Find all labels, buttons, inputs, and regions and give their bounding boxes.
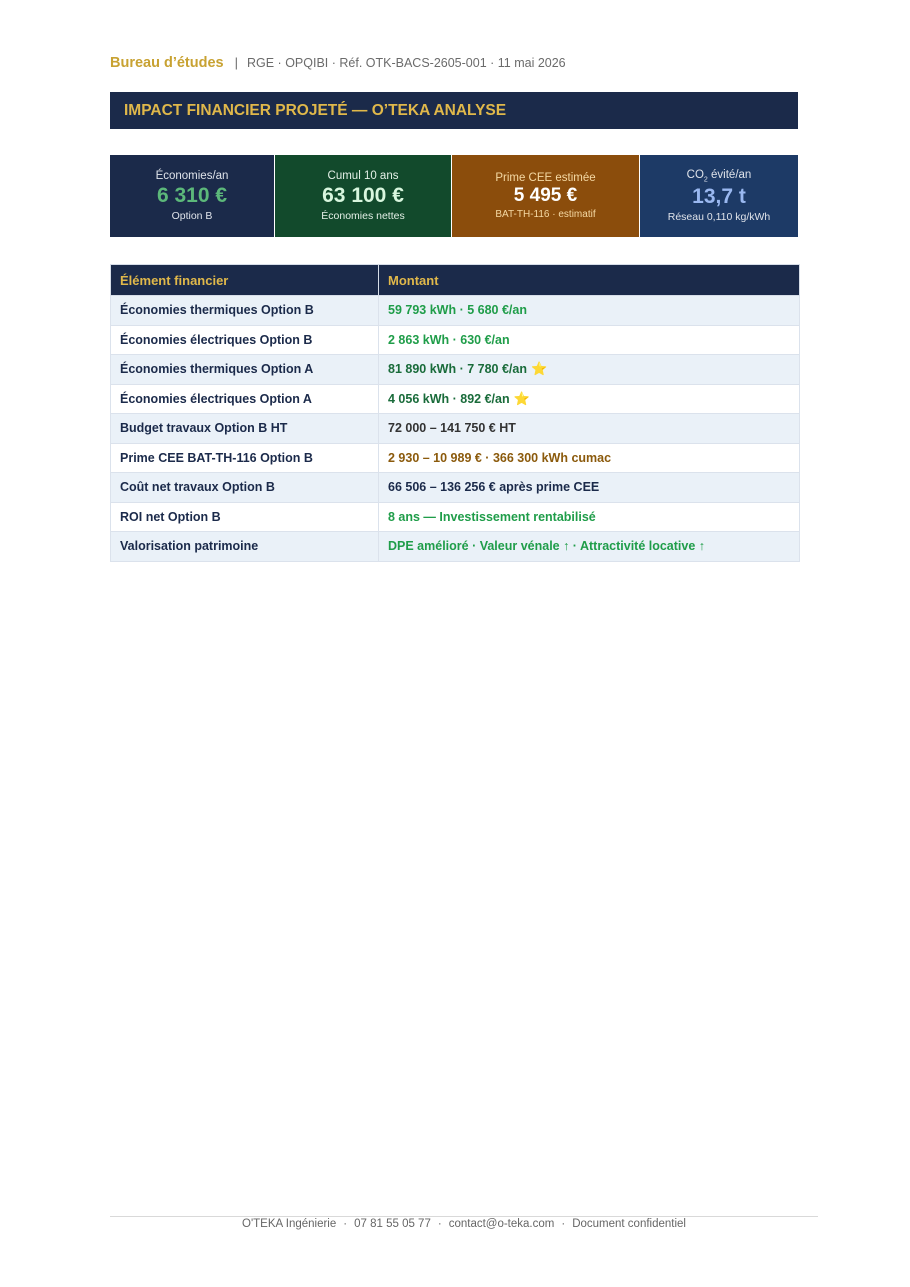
table-row	[111, 355, 800, 385]
star-icon: ⭐	[513, 390, 530, 406]
footer-dot: ·	[437, 1218, 442, 1230]
row-value: 2 863 kWh · 630 €/an	[388, 332, 510, 347]
footer-phone: 07 81 55 05 77	[354, 1218, 431, 1230]
kpi-ten-year-total	[274, 155, 451, 237]
row-value: 66 506 – 136 256 € après prime CEE	[388, 480, 600, 495]
kpi-co2-avoided	[639, 155, 798, 237]
kpi-subtext: Option B	[171, 210, 213, 223]
row-label: Économies électriques Option B	[111, 325, 379, 355]
table-header-row	[111, 265, 800, 296]
row-value-cell	[379, 325, 800, 355]
row-value: 2 930 – 10 989 € · 366 300 kWh cumac	[388, 450, 612, 465]
kpi-label: Prime CEE estimée	[495, 171, 596, 184]
kpi-subtext: Économies nettes	[321, 210, 405, 223]
row-value-cell	[379, 414, 800, 444]
table-row	[111, 296, 800, 326]
row-value-cell	[379, 296, 800, 326]
row-value-cell	[379, 502, 800, 532]
row-value-cell	[379, 532, 800, 562]
footer-dot: ·	[343, 1218, 348, 1230]
row-value: 81 890 kWh · 7 780 €/an	[388, 362, 527, 377]
row-value-cell	[379, 355, 800, 385]
kpi-value: 6 310 €	[156, 183, 228, 207]
document-header	[110, 54, 566, 72]
kpi-label: Cumul 10 ans	[327, 169, 399, 182]
row-label: Coût net travaux Option B	[111, 473, 379, 503]
row-label: Économies électriques Option A	[111, 384, 379, 414]
footer-note: Document confidentiel	[572, 1218, 686, 1230]
row-label: Économies thermiques Option B	[111, 296, 379, 326]
row-value-cell	[379, 473, 800, 503]
section-title-bar	[110, 92, 798, 129]
table-row	[111, 443, 800, 473]
footer-dot: ·	[561, 1218, 566, 1230]
kpi-label: $CO_2$ évité/an	[686, 168, 752, 184]
kpi-value: 5 495 €	[513, 184, 578, 206]
kpi-label: Économies/an	[155, 169, 229, 182]
document-footer	[110, 1218, 818, 1230]
row-label: Prime CEE BAT-TH-116 Option B	[111, 443, 379, 473]
row-value: 72 000 – 141 750 € HT	[388, 421, 516, 436]
footer-company: O'TEKA Ingénierie	[242, 1218, 337, 1230]
column-header-amount: Montant	[379, 265, 800, 296]
table-body	[111, 296, 800, 562]
table-row	[111, 473, 800, 503]
footer-email: contact@o-teka.com	[448, 1218, 555, 1230]
row-label: ROI net Option B	[111, 502, 379, 532]
financial-table	[110, 264, 800, 562]
header-meta: RGE · OPQIBI · Réf. OTK-BACS-2605-001 · 11 mai 2026	[247, 56, 566, 70]
kpi-annual-savings	[110, 155, 274, 237]
row-value-cell	[379, 384, 800, 414]
table-row	[111, 384, 800, 414]
table-row	[111, 414, 800, 444]
brand-label: Bureau d’études	[110, 55, 224, 71]
row-value: 4 056 kWh · 892 €/an	[388, 391, 510, 406]
row-value-cell	[379, 443, 800, 473]
row-value: 59 793 kWh · 5 680 €/an	[388, 303, 527, 318]
footer-divider	[110, 1216, 818, 1217]
kpi-value: 13,7 t	[692, 185, 746, 209]
kpi-cee-bonus	[451, 155, 639, 237]
kpi-strip	[110, 155, 798, 237]
star-icon: ⭐	[530, 361, 548, 377]
kpi-subtext: Réseau 0,110 kg/kWh	[667, 211, 771, 224]
column-header-element: Élément financier	[111, 265, 379, 296]
header-separator: |	[234, 55, 238, 70]
table-row	[111, 502, 800, 532]
row-label: Budget travaux Option B HT	[111, 414, 379, 444]
table-row	[111, 325, 800, 355]
row-value: DPE amélioré · Valeur vénale ↑ · Attractivité locative ↑	[388, 539, 706, 554]
row-value: 8 ans — Investissement rentabilisé	[388, 509, 596, 524]
row-label: Valorisation patrimoine	[111, 532, 379, 562]
kpi-value: 63 100 €	[322, 183, 404, 207]
section-title: IMPACT FINANCIER PROJETÉ — O’TEKA ANALYSE	[124, 101, 507, 119]
table-row	[111, 532, 800, 562]
row-label: Économies thermiques Option A	[111, 355, 379, 385]
kpi-subtext: BAT-TH-116 · estimatif	[495, 209, 596, 221]
